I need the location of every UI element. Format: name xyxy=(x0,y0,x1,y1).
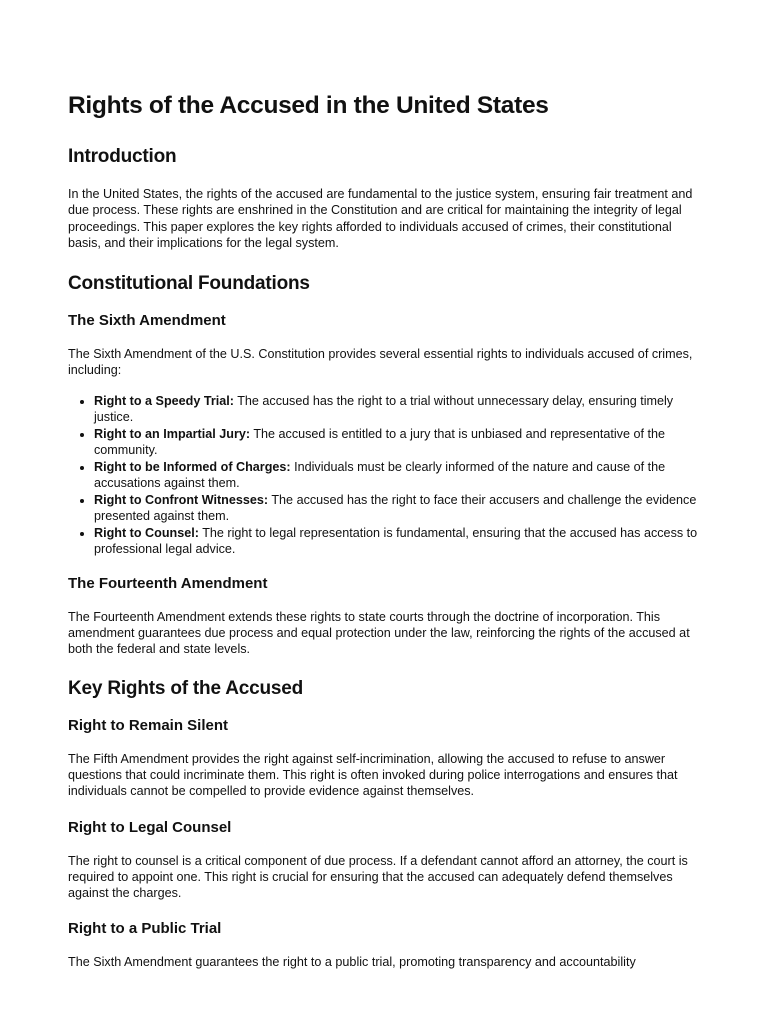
list-item-text: Individuals must be clearly informed of the nature and cause of the accusations against them. xyxy=(94,459,666,491)
heading-remain-silent: Right to Remain Silent xyxy=(68,716,229,734)
paragraph-remain-silent: The Fifth Amendment provides the right against self-incrimination, allowing the accused to refuse to answer questions that could incriminate them. This right is often invoked during police interrogations and ensures that individuals cannot be compelled to provide evidence against themselves. xyxy=(68,751,678,799)
heading-legal-counsel: Right to Legal Counsel xyxy=(68,818,232,836)
list-item xyxy=(94,426,700,459)
list-item-term: Right to Counsel: xyxy=(94,525,199,540)
paragraph-public-trial: The Sixth Amendment guarantees the right to a public trial, promoting transparency and accountability xyxy=(68,955,636,970)
paragraph-sixth-amendment: The Sixth Amendment of the U.S. Constitution provides several essential rights to individuals accused of crimes, including: xyxy=(68,347,693,378)
list-item-text: The accused has the right to face their accusers and challenge the evidence presented against them. xyxy=(94,492,697,524)
heading-fourteenth-amendment: The Fourteenth Amendment xyxy=(68,574,268,592)
heading-introduction: Introduction xyxy=(68,146,177,167)
list-item xyxy=(94,492,700,525)
list-item-term: Right to Confront Witnesses: xyxy=(94,492,269,507)
list-item-term: Right to be Informed of Charges: xyxy=(94,459,291,474)
list-item-text: The right to legal representation is fundamental, ensuring that the accused has access to professional legal advice. xyxy=(94,525,698,557)
list-item-text: The accused has the right to a trial without unnecessary delay, ensuring timely justice. xyxy=(94,393,674,425)
heading-sixth-amendment: The Sixth Amendment xyxy=(68,312,226,330)
document-title: Rights of the Accused in the United States xyxy=(68,92,549,119)
heading-key-rights: Key Rights of the Accused xyxy=(68,677,304,699)
list-item xyxy=(94,525,700,558)
paragraph-introduction: In the United States, the rights of the accused are fundamental to the justice system, ensuring fair treatment and due process. These rights are enshrined in the Constitution and are critical for maintaining the integrity of legal proceedings. This paper explores the key rights afforded to individuals accused of crimes, their constitutional basis, and their implications for the legal system. xyxy=(68,187,693,250)
heading-public-trial: Right to a Public Trial xyxy=(68,920,222,938)
list-item-text: The accused is entitled to a jury that is unbiased and representative of the community. xyxy=(94,426,665,458)
list-item xyxy=(94,393,700,426)
heading-constitutional-foundations: Constitutional Foundations xyxy=(68,273,310,295)
list-item xyxy=(94,459,700,492)
sixth-amendment-rights-list xyxy=(68,393,700,558)
list-item-term: Right to an Impartial Jury: xyxy=(94,426,251,441)
paragraph-fourteenth-amendment: The Fourteenth Amendment extends these rights to state courts through the doctrine of incorporation. This amendment guarantees due process and equal protection under the law, reinforcing the rights of the accused at both the federal and state levels. xyxy=(68,609,690,657)
list-item-term: Right to a Speedy Trial: xyxy=(94,393,234,408)
paragraph-legal-counsel: The right to counsel is a critical component of due process. If a defendant cannot afford an attorney, the court is required to appoint one. This right is crucial for ensuring that the accused can adequately defend themselves against the charges. xyxy=(68,853,688,901)
